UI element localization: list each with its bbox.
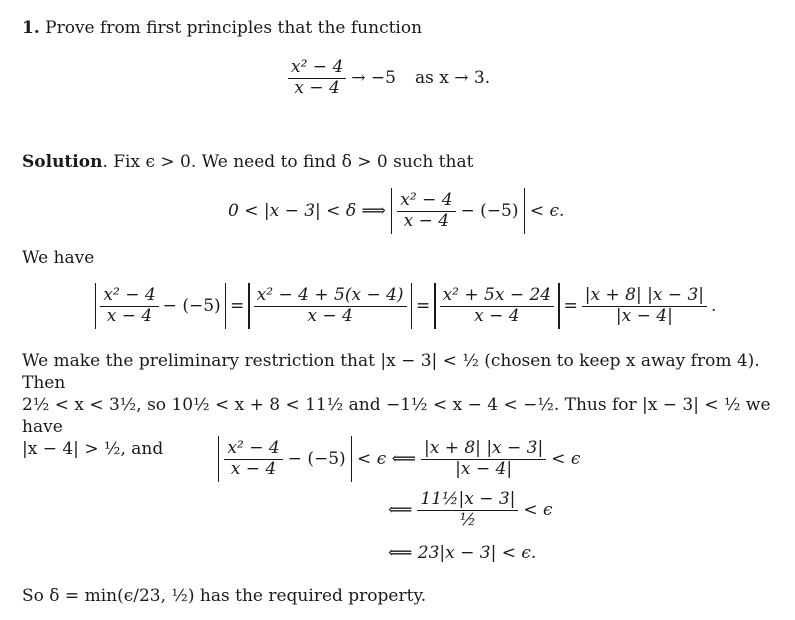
equals-sign: = [415,295,431,316]
implication-left-minus: − (−5) [287,448,346,469]
implication-left-relation: < ϵ ⟸ [357,448,416,469]
condition-right: < ϵ. [529,200,565,221]
chain-term1-denominator: x − 4 [106,305,153,326]
condition-fraction [397,191,455,231]
solution-label: Solution [22,152,103,172]
condition-minus: − (−5) [460,200,519,221]
problem-limit-value: → −5 [351,67,396,88]
implied-by-arrow: ⟸ [388,499,413,520]
conclusion-text: So δ = min(ϵ/23, ½) has the required property. [22,586,427,606]
abs-bar [434,283,435,329]
implication-right2-denominator: ½ [459,509,477,530]
abs-bar [248,283,249,329]
solution-intro-text: . Fix ϵ > 0. We need to find δ > 0 such that [102,152,474,172]
abs-bar [411,283,412,329]
equals-sign: = [230,295,245,316]
chain-term3-fraction [440,286,555,326]
abs-bar-left [391,188,392,234]
abs-bar [558,283,559,329]
implication-line-2 [388,490,553,530]
chain-term1-numerator: x² − 4 [103,284,156,305]
implication-right1-numerator: |x + 8| |x − 3| [424,437,544,458]
chain-term2-numerator: x² − 4 + 5(x − 4) [256,284,404,305]
chain-term4-fraction [582,286,707,326]
solution-condition-equation [228,188,564,234]
problem-number: 1. [22,18,40,38]
chain-term3-denominator: x − 4 [474,305,520,326]
chain-term3-numerator: x² + 5x − 24 [442,284,552,305]
condition-frac-denominator: x − 4 [403,210,450,231]
condition-frac-numerator: x² − 4 [400,189,453,210]
implication-right1-relation: < ϵ [551,448,581,469]
problem-fraction [288,58,346,98]
equality-chain [95,283,716,329]
paragraph-line: |x − 4| > ½, and [22,439,164,459]
implication-left-numerator: x² − 4 [227,437,280,458]
abs-bar [218,436,219,482]
implication-right2-numerator: 11½|x − 3| [420,489,516,509]
chain-term4-denominator: |x − 4| [615,305,673,326]
problem-frac-denominator: x − 4 [294,77,340,98]
solution-intro [22,154,473,171]
chain-term4-numerator: |x + 8| |x − 3| [584,284,704,305]
chain-term2-fraction [254,286,407,326]
implication-right1-denominator: |x − 4| [455,458,513,479]
implication-line-1 [218,436,580,482]
problem-statement: Prove from first principles that the function [45,18,423,38]
chain-end-period: . [711,295,717,316]
we-have-text: We have [22,248,95,268]
implication-right2-fraction [417,490,518,530]
implication-left-denominator: x − 4 [230,458,277,479]
abs-bar [351,436,352,482]
equals-sign: = [563,295,578,316]
abs-bar [95,283,96,329]
paragraph-line: 2½ < x < 3½, so 10½ < x + 8 < 11½ and −1½ < x − 4 < −½. Thus for |x − 3| < ½ we have [22,395,771,437]
problem-limit-equation [288,58,490,98]
problem-as-text: as x → 3. [415,67,491,88]
problem-line [22,20,422,37]
implication-right2-relation: < ϵ [523,499,553,520]
implication-right1-fraction [421,439,546,479]
chain-term2-denominator: x − 4 [307,305,353,326]
problem-frac-numerator: x² − 4 [291,57,344,77]
abs-bar-right [524,188,525,234]
chain-term1-minus: − (−5) [162,295,221,316]
abs-bar [225,283,226,329]
chain-term1-fraction [100,286,158,326]
implication-left-fraction [224,439,282,479]
implication-line-3: ⟸ 23|x − 3| < ϵ. [388,543,537,563]
paragraph-line: We make the preliminary restriction that |x − 3| < ½ (chosen to keep x away from 4). Then [22,351,760,393]
condition-left: 0 < |x − 3| < δ ⟹ [228,200,386,221]
